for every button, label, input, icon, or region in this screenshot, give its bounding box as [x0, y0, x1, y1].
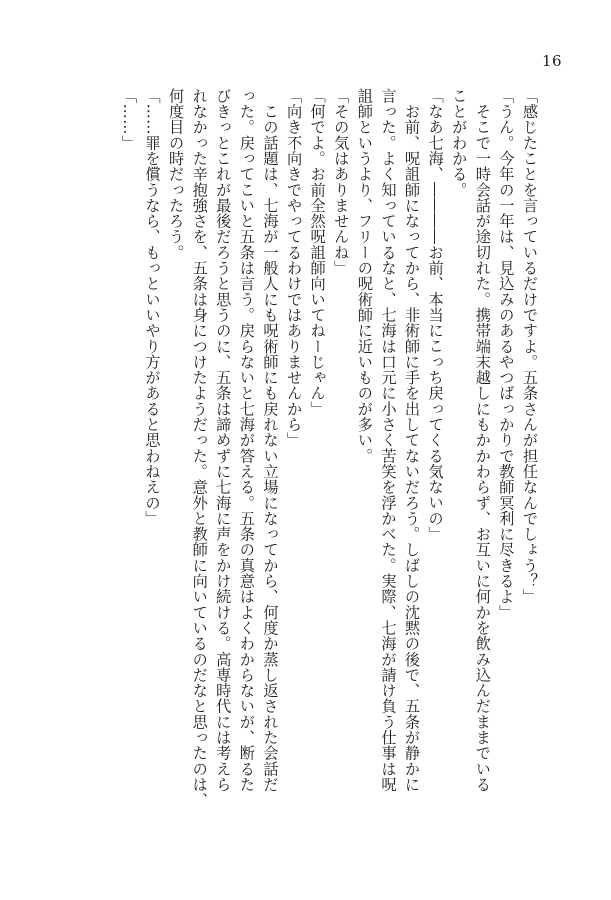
text-line: 「……」	[119, 88, 138, 151]
text-line: 「感じたことを言っているだけですよ。五条さんが担任なんでしょう？」	[521, 88, 539, 605]
text-line: 詛師というより、フリーの呪術師に近いものが多い。	[355, 88, 374, 464]
text-line: 「なあ七海、――――お前、本当にこっち戻ってくる気ないの」	[426, 88, 445, 542]
text-line: った。戻ってこいと五条は言う。戻らないと七海が答える。五条の真意はよくわからないが、断るた	[237, 88, 256, 793]
text-line: 「……罪を償うなら、もっといいやり方があると思わねえの」	[143, 88, 162, 527]
text-line: お前、呪詛師になってから、非術師に手を出してないだろう。しばしの沈黙の後で、五条が静かに	[403, 88, 422, 793]
text-line: 言った。よく知っているなと、七海は口元に小さく苦笑を浮かべた。実際、七海が請け負う仕事は呪	[379, 88, 398, 793]
text-line: この話題は、七海が一般人にも呪術師にも戻れない立場になってから、何度か蒸し返された会話だ	[261, 88, 280, 793]
text-line: ことがわかる。	[450, 88, 469, 198]
text-line: 何度目の時だったろう。	[167, 88, 186, 261]
vertical-text-body	[71, 88, 541, 858]
text-line: 「向き不向きでやってるわけではありませんから」	[285, 88, 304, 448]
text-line: 「うん。今年の一年は、見込みのあるやつばっかりで教師冥利に尽きるよ」	[497, 88, 516, 621]
text-line: そこで一時会話が途切れた。携帯端末越しにもかかわらず、お互いに何かを飲み込んだままでいる	[473, 88, 492, 793]
text-line: びきっとこれが最後だろうと思うのに、五条は諦めずに七海に声をかけ続ける。高専時代には考えら	[214, 88, 233, 793]
page-number: 16	[542, 52, 563, 70]
text-line: 「その気はありませんね」	[332, 88, 351, 276]
text-line: れなかった辛抱強さを、五条は身につけたようだった。意外と教師に向いているのだなと思ったのは、	[190, 88, 209, 808]
text-line: 「何でよ。お前全然呪詛師向いてねーじゃん」	[308, 88, 327, 417]
